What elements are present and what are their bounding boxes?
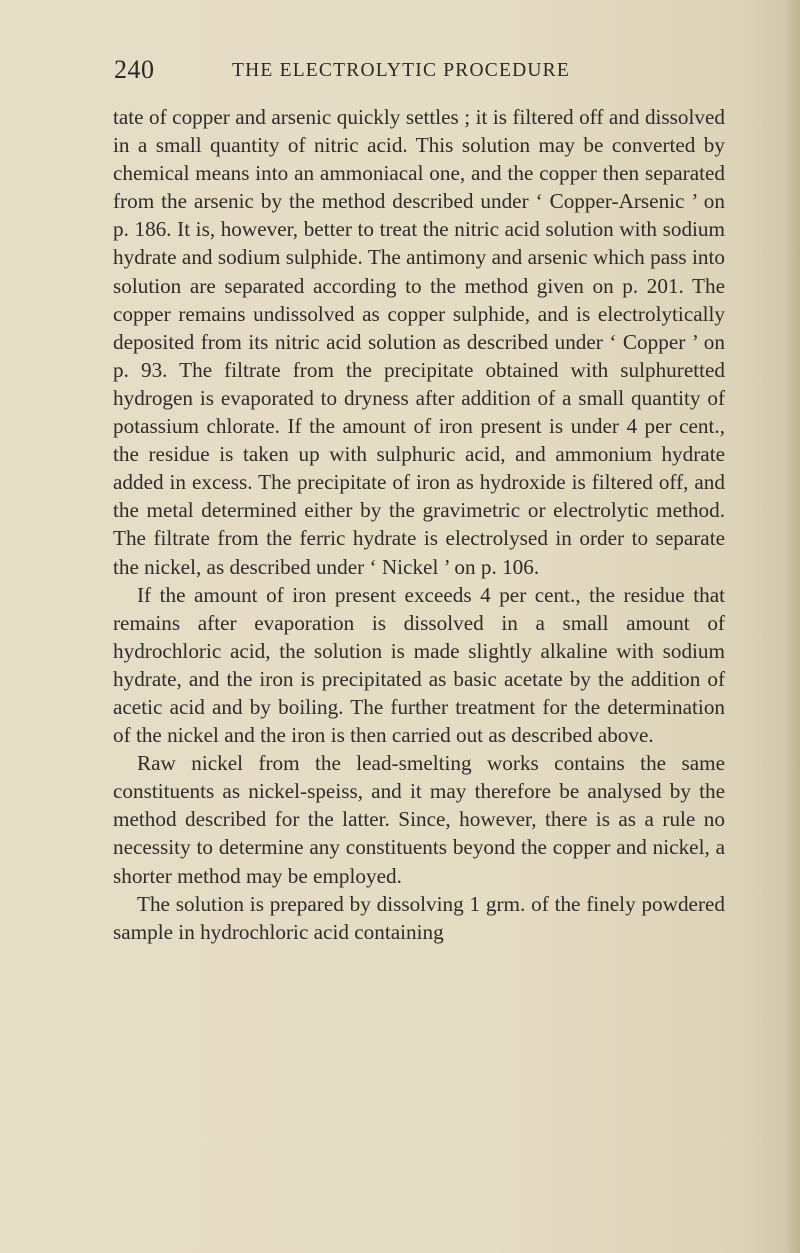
paragraph-iron-over-4-percent: If the amount of iron present exceeds 4 per cent., the residue that remains after evaporation is dissolved in a small amount of hydrochloric acid, the solution is made slightly alkaline with sodium hydrate, and the iron is precipitated as basic acetate by the addition of acetic acid and by boiling. The further treatment for the determination of the nickel and the iron is then carried out as described above. bbox=[113, 582, 725, 748]
paragraph-solution-prepared: The solution is prepared by dissolving 1 grm. of the finely powdered sample in hydrochloric acid containing bbox=[113, 891, 725, 944]
paragraph-continued: tate of copper and arsenic quickly settles ; it is filtered off and dissolved in a small quantity of nitric acid. This solution may be converted by chemical means into an ammoniacal one, and the copper then separated from the arsenic by the method described under ‘ Copper-Arsenic ’ on p. 186. It is, however, better to treat the nitric acid solution with sodium hydrate and sodium sulphide. The antimony and arsenic which pass into solution are separated according to the method given on p. 201. The copper remains undissolved as copper sulphide, and is electrolytically deposited from its nitric acid solution as described under ‘ Copper ’ on p. 93. The filtrate from the precipitate obtained with sulphuretted hydrogen is evaporated to dryness after addition of a small quantity of potassium chlorate. If the amount of iron present is under 4 per cent., the residue is taken up with sulphuric acid, and ammonium hydrate added in excess. The precipitate of iron as hydroxide is filtered off, and the metal determined either by the gravimetric or electrolytic method. The filtrate from the ferric hydrate is electrolysed in order to separate the nickel, as described under ‘ Nickel ’ on p. 106. bbox=[113, 105, 725, 579]
body-text bbox=[113, 103, 725, 946]
running-title: THE ELECTROLYTIC PROCEDURE bbox=[232, 60, 570, 81]
page-edge-shadow bbox=[786, 0, 800, 1253]
paragraph-raw-nickel: Raw nickel from the lead-smelting works contains the same constituents as nickel-speiss, and it may therefore be analysed by the method described for the latter. Since, however, there is as a rule no necessity to determine any constituents beyond the copper and nickel, a shorter method may be employed. bbox=[113, 751, 725, 888]
page-number: 240 bbox=[114, 55, 155, 84]
page-header bbox=[114, 50, 724, 90]
